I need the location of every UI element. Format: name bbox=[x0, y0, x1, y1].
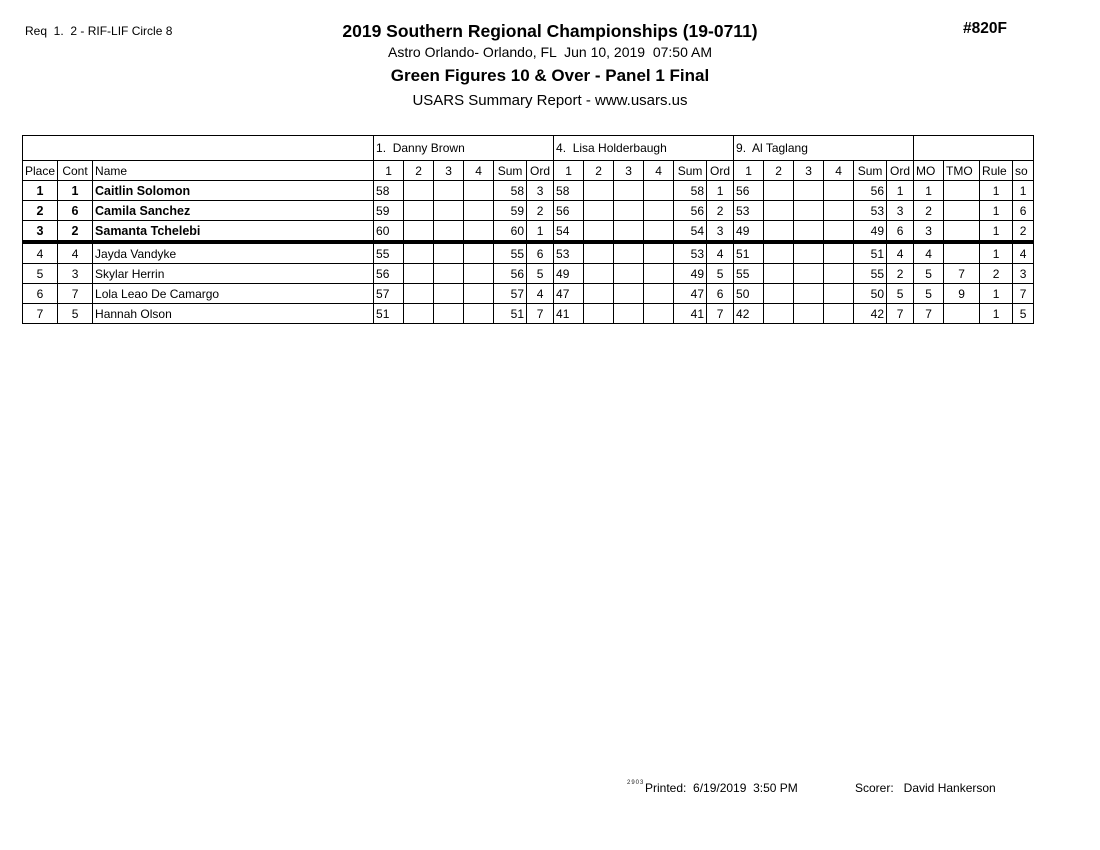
req-label: Req 1. 2 - RIF-LIF Circle 8 bbox=[25, 24, 173, 38]
tmo-cell bbox=[944, 181, 980, 201]
judge1-sum-cell: 58 bbox=[494, 181, 527, 201]
place-cell: 1 bbox=[23, 181, 58, 201]
judge1-score-1-cell: 60 bbox=[374, 221, 404, 243]
judge1-ord-cell: 7 bbox=[527, 304, 554, 324]
judge1-score-1-cell: 51 bbox=[374, 304, 404, 324]
judge3-score-1-cell: 53 bbox=[734, 201, 764, 221]
mo-cell: 3 bbox=[914, 221, 944, 243]
col-header-name: Name bbox=[93, 161, 374, 181]
judge3-score-1-cell: 55 bbox=[734, 264, 764, 284]
judge1-score-1-cell: 58 bbox=[374, 181, 404, 201]
judge3-score-2-cell bbox=[764, 304, 794, 324]
so-cell: 3 bbox=[1013, 264, 1034, 284]
rule-cell: 1 bbox=[980, 304, 1013, 324]
mo-cell: 2 bbox=[914, 201, 944, 221]
col-header-judge3-2: 2 bbox=[764, 161, 794, 181]
judge1-score-2-cell bbox=[404, 242, 434, 264]
col-header-judge3-4: 4 bbox=[824, 161, 854, 181]
place-cell: 7 bbox=[23, 304, 58, 324]
cont-cell: 2 bbox=[58, 221, 93, 243]
judge1-score-4-cell bbox=[464, 304, 494, 324]
skater-name-cell: Samanta Tchelebi bbox=[93, 221, 374, 243]
mo-cell: 5 bbox=[914, 264, 944, 284]
judge3-ord-cell: 1 bbox=[887, 181, 914, 201]
place-cell: 6 bbox=[23, 284, 58, 304]
column-header-row bbox=[23, 161, 1034, 181]
judge3-sum-cell: 51 bbox=[854, 242, 887, 264]
judge1-score-3-cell bbox=[434, 264, 464, 284]
judge2-score-2-cell bbox=[584, 284, 614, 304]
judge1-score-4-cell bbox=[464, 264, 494, 284]
judge2-score-3-cell bbox=[614, 284, 644, 304]
col-header-judge1-4: 4 bbox=[464, 161, 494, 181]
judge3-sum-cell: 53 bbox=[854, 201, 887, 221]
place-cell: 4 bbox=[23, 242, 58, 264]
judge1-sum-cell: 56 bbox=[494, 264, 527, 284]
judge2-score-1-cell: 47 bbox=[554, 284, 584, 304]
tmo-cell bbox=[944, 242, 980, 264]
mo-cell: 4 bbox=[914, 242, 944, 264]
col-header-judge2-2: 2 bbox=[584, 161, 614, 181]
judge-header-spacer-right bbox=[914, 136, 1034, 161]
judge3-score-3-cell bbox=[794, 221, 824, 243]
judge2-ord-cell: 7 bbox=[707, 304, 734, 324]
judge3-score-4-cell bbox=[824, 201, 854, 221]
judge2-score-1-cell: 54 bbox=[554, 221, 584, 243]
tmo-cell: 7 bbox=[944, 264, 980, 284]
tmo-cell: 9 bbox=[944, 284, 980, 304]
rule-cell: 1 bbox=[980, 181, 1013, 201]
judge3-score-4-cell bbox=[824, 221, 854, 243]
judge1-score-2-cell bbox=[404, 201, 434, 221]
judge1-score-2-cell bbox=[404, 284, 434, 304]
tmo-cell bbox=[944, 221, 980, 243]
table-row bbox=[23, 201, 1034, 221]
judge3-score-2-cell bbox=[764, 201, 794, 221]
judge1-score-4-cell bbox=[464, 242, 494, 264]
judge3-score-3-cell bbox=[794, 201, 824, 221]
judge2-score-3-cell bbox=[614, 242, 644, 264]
judge3-score-3-cell bbox=[794, 242, 824, 264]
judge1-score-2-cell bbox=[404, 304, 434, 324]
judge1-ord-cell: 1 bbox=[527, 221, 554, 243]
so-cell: 7 bbox=[1013, 284, 1034, 304]
judge2-score-3-cell bbox=[614, 221, 644, 243]
mo-cell: 7 bbox=[914, 304, 944, 324]
judge2-ord-cell: 6 bbox=[707, 284, 734, 304]
table-row bbox=[23, 242, 1034, 264]
skater-name-cell: Camila Sanchez bbox=[93, 201, 374, 221]
skater-name-cell: Skylar Herrin bbox=[93, 264, 374, 284]
col-header-tmo: TMO bbox=[944, 161, 980, 181]
judge1-ord-cell: 2 bbox=[527, 201, 554, 221]
judge3-ord-cell: 3 bbox=[887, 201, 914, 221]
scorer-name: Scorer: David Hankerson bbox=[855, 781, 996, 795]
rule-cell: 2 bbox=[980, 264, 1013, 284]
judge-name-2: 4. Lisa Holderbaugh bbox=[554, 136, 734, 161]
judge1-ord-cell: 6 bbox=[527, 242, 554, 264]
judge2-score-4-cell bbox=[644, 221, 674, 243]
col-header-judge1-sum: Sum bbox=[494, 161, 527, 181]
judge3-score-1-cell: 56 bbox=[734, 181, 764, 201]
judge2-score-4-cell bbox=[644, 242, 674, 264]
judge3-score-2-cell bbox=[764, 221, 794, 243]
judge1-score-3-cell bbox=[434, 284, 464, 304]
judge3-score-3-cell bbox=[794, 304, 824, 324]
judge3-ord-cell: 2 bbox=[887, 264, 914, 284]
doc-number: #820F bbox=[963, 20, 1007, 37]
judge3-score-2-cell bbox=[764, 264, 794, 284]
judge1-score-2-cell bbox=[404, 221, 434, 243]
judge3-score-2-cell bbox=[764, 242, 794, 264]
judge3-score-1-cell: 51 bbox=[734, 242, 764, 264]
col-header-judge2-1: 1 bbox=[554, 161, 584, 181]
judge2-score-1-cell: 53 bbox=[554, 242, 584, 264]
rule-cell: 1 bbox=[980, 221, 1013, 243]
cont-cell: 6 bbox=[58, 201, 93, 221]
judge2-score-4-cell bbox=[644, 264, 674, 284]
judge2-score-3-cell bbox=[614, 181, 644, 201]
cont-cell: 4 bbox=[58, 242, 93, 264]
judge3-ord-cell: 4 bbox=[887, 242, 914, 264]
judge3-score-4-cell bbox=[824, 284, 854, 304]
judge3-ord-cell: 7 bbox=[887, 304, 914, 324]
judge3-sum-cell: 42 bbox=[854, 304, 887, 324]
judge1-score-4-cell bbox=[464, 181, 494, 201]
event-title: Green Figures 10 & Over - Panel 1 Final bbox=[390, 66, 710, 85]
judge2-score-2-cell bbox=[584, 181, 614, 201]
judge1-score-1-cell: 57 bbox=[374, 284, 404, 304]
judge3-score-4-cell bbox=[824, 264, 854, 284]
judge1-score-1-cell: 55 bbox=[374, 242, 404, 264]
judge3-score-3-cell bbox=[794, 264, 824, 284]
table-row bbox=[23, 264, 1034, 284]
judge3-score-4-cell bbox=[824, 181, 854, 201]
judge3-sum-cell: 49 bbox=[854, 221, 887, 243]
judge1-sum-cell: 51 bbox=[494, 304, 527, 324]
judge2-sum-cell: 54 bbox=[674, 221, 707, 243]
judge2-score-2-cell bbox=[584, 221, 614, 243]
judge-name-1: 1. Danny Brown bbox=[374, 136, 554, 161]
judge2-score-2-cell bbox=[584, 242, 614, 264]
table-row bbox=[23, 304, 1034, 324]
judge3-score-1-cell: 42 bbox=[734, 304, 764, 324]
judge2-score-1-cell: 41 bbox=[554, 304, 584, 324]
header-titles bbox=[0, 20, 1100, 113]
tmo-cell bbox=[944, 304, 980, 324]
judge1-ord-cell: 4 bbox=[527, 284, 554, 304]
cont-cell: 7 bbox=[58, 284, 93, 304]
judge1-sum-cell: 55 bbox=[494, 242, 527, 264]
version-mark: 2903 bbox=[627, 780, 645, 786]
skater-name-cell: Jayda Vandyke bbox=[93, 242, 374, 264]
col-header-mo: MO bbox=[914, 161, 944, 181]
rule-cell: 1 bbox=[980, 242, 1013, 264]
judge3-score-4-cell bbox=[824, 304, 854, 324]
judge1-sum-cell: 59 bbox=[494, 201, 527, 221]
judge3-ord-cell: 5 bbox=[887, 284, 914, 304]
judge3-sum-cell: 56 bbox=[854, 181, 887, 201]
judge2-ord-cell: 5 bbox=[707, 264, 734, 284]
tmo-cell bbox=[944, 201, 980, 221]
col-header-judge2-ord: Ord bbox=[707, 161, 734, 181]
judge2-score-1-cell: 58 bbox=[554, 181, 584, 201]
judge2-ord-cell: 2 bbox=[707, 201, 734, 221]
col-header-judge2-4: 4 bbox=[644, 161, 674, 181]
judge1-score-3-cell bbox=[434, 201, 464, 221]
table-row bbox=[23, 284, 1034, 304]
col-header-judge3-1: 1 bbox=[734, 161, 764, 181]
judge2-sum-cell: 47 bbox=[674, 284, 707, 304]
results-table bbox=[22, 135, 1034, 324]
cont-cell: 1 bbox=[58, 181, 93, 201]
judge2-sum-cell: 41 bbox=[674, 304, 707, 324]
col-header-judge1-1: 1 bbox=[374, 161, 404, 181]
judge2-sum-cell: 53 bbox=[674, 242, 707, 264]
col-header-judge2-3: 3 bbox=[614, 161, 644, 181]
skater-name-cell: Lola Leao De Camargo bbox=[93, 284, 374, 304]
so-cell: 5 bbox=[1013, 304, 1034, 324]
rule-cell: 1 bbox=[980, 201, 1013, 221]
judge-name-3: 9. Al Taglang bbox=[734, 136, 914, 161]
judge2-score-2-cell bbox=[584, 304, 614, 324]
judge1-score-3-cell bbox=[434, 181, 464, 201]
judge2-score-4-cell bbox=[644, 304, 674, 324]
judge2-sum-cell: 56 bbox=[674, 201, 707, 221]
judge3-score-3-cell bbox=[794, 181, 824, 201]
judge2-score-2-cell bbox=[584, 201, 614, 221]
cont-cell: 3 bbox=[58, 264, 93, 284]
skater-name-cell: Hannah Olson bbox=[93, 304, 374, 324]
col-header-judge1-2: 2 bbox=[404, 161, 434, 181]
so-cell: 4 bbox=[1013, 242, 1034, 264]
judge1-score-1-cell: 59 bbox=[374, 201, 404, 221]
col-header-rule: Rule bbox=[980, 161, 1013, 181]
judge2-score-1-cell: 56 bbox=[554, 201, 584, 221]
judge3-score-2-cell bbox=[764, 284, 794, 304]
col-header-judge3-sum: Sum bbox=[854, 161, 887, 181]
col-header-judge1-3: 3 bbox=[434, 161, 464, 181]
page-title: 2019 Southern Regional Championships (19-0711) bbox=[342, 21, 758, 41]
col-header-judge3-ord: Ord bbox=[887, 161, 914, 181]
judge1-ord-cell: 3 bbox=[527, 181, 554, 201]
judge1-score-2-cell bbox=[404, 264, 434, 284]
place-cell: 3 bbox=[23, 221, 58, 243]
table-row bbox=[23, 181, 1034, 201]
rule-cell: 1 bbox=[980, 284, 1013, 304]
results-tbody bbox=[23, 181, 1034, 324]
judge2-score-4-cell bbox=[644, 201, 674, 221]
judge1-ord-cell: 5 bbox=[527, 264, 554, 284]
judge3-sum-cell: 50 bbox=[854, 284, 887, 304]
judge2-score-3-cell bbox=[614, 264, 644, 284]
judge-header-row bbox=[23, 136, 1034, 161]
judge3-sum-cell: 55 bbox=[854, 264, 887, 284]
place-cell: 5 bbox=[23, 264, 58, 284]
printed-timestamp: Printed: 6/19/2019 3:50 PM bbox=[645, 781, 798, 795]
judge2-ord-cell: 4 bbox=[707, 242, 734, 264]
judge1-score-1-cell: 56 bbox=[374, 264, 404, 284]
venue-date-line: Astro Orlando- Orlando, FL Jun 10, 2019 07:50 AM bbox=[388, 44, 712, 60]
so-cell: 1 bbox=[1013, 181, 1034, 201]
col-header-place: Place bbox=[23, 161, 58, 181]
judge2-score-3-cell bbox=[614, 304, 644, 324]
judge3-score-1-cell: 49 bbox=[734, 221, 764, 243]
judge2-sum-cell: 49 bbox=[674, 264, 707, 284]
judge1-score-3-cell bbox=[434, 242, 464, 264]
skater-name-cell: Caitlin Solomon bbox=[93, 181, 374, 201]
mo-cell: 5 bbox=[914, 284, 944, 304]
col-header-judge3-3: 3 bbox=[794, 161, 824, 181]
judge2-ord-cell: 3 bbox=[707, 221, 734, 243]
judge1-score-4-cell bbox=[464, 284, 494, 304]
judge2-score-4-cell bbox=[644, 284, 674, 304]
judge1-score-4-cell bbox=[464, 221, 494, 243]
col-header-judge2-sum: Sum bbox=[674, 161, 707, 181]
judge3-ord-cell: 6 bbox=[887, 221, 914, 243]
judge1-score-4-cell bbox=[464, 201, 494, 221]
judge2-score-3-cell bbox=[614, 201, 644, 221]
judge-header-spacer-left bbox=[23, 136, 374, 161]
place-cell: 2 bbox=[23, 201, 58, 221]
report-title: USARS Summary Report - www.usars.us bbox=[412, 92, 688, 109]
judge2-score-1-cell: 49 bbox=[554, 264, 584, 284]
judge1-score-2-cell bbox=[404, 181, 434, 201]
col-header-so: so bbox=[1013, 161, 1034, 181]
cont-cell: 5 bbox=[58, 304, 93, 324]
judge2-sum-cell: 58 bbox=[674, 181, 707, 201]
judge3-score-2-cell bbox=[764, 181, 794, 201]
mo-cell: 1 bbox=[914, 181, 944, 201]
so-cell: 6 bbox=[1013, 201, 1034, 221]
judge1-score-3-cell bbox=[434, 221, 464, 243]
judge1-sum-cell: 60 bbox=[494, 221, 527, 243]
so-cell: 2 bbox=[1013, 221, 1034, 243]
judge1-sum-cell: 57 bbox=[494, 284, 527, 304]
judge2-score-4-cell bbox=[644, 181, 674, 201]
col-header-cont: Cont bbox=[58, 161, 93, 181]
table-row bbox=[23, 221, 1034, 243]
judge1-score-3-cell bbox=[434, 304, 464, 324]
judge3-score-4-cell bbox=[824, 242, 854, 264]
col-header-judge1-ord: Ord bbox=[527, 161, 554, 181]
judge2-ord-cell: 1 bbox=[707, 181, 734, 201]
judge3-score-3-cell bbox=[794, 284, 824, 304]
judge2-score-2-cell bbox=[584, 264, 614, 284]
judge3-score-1-cell: 50 bbox=[734, 284, 764, 304]
